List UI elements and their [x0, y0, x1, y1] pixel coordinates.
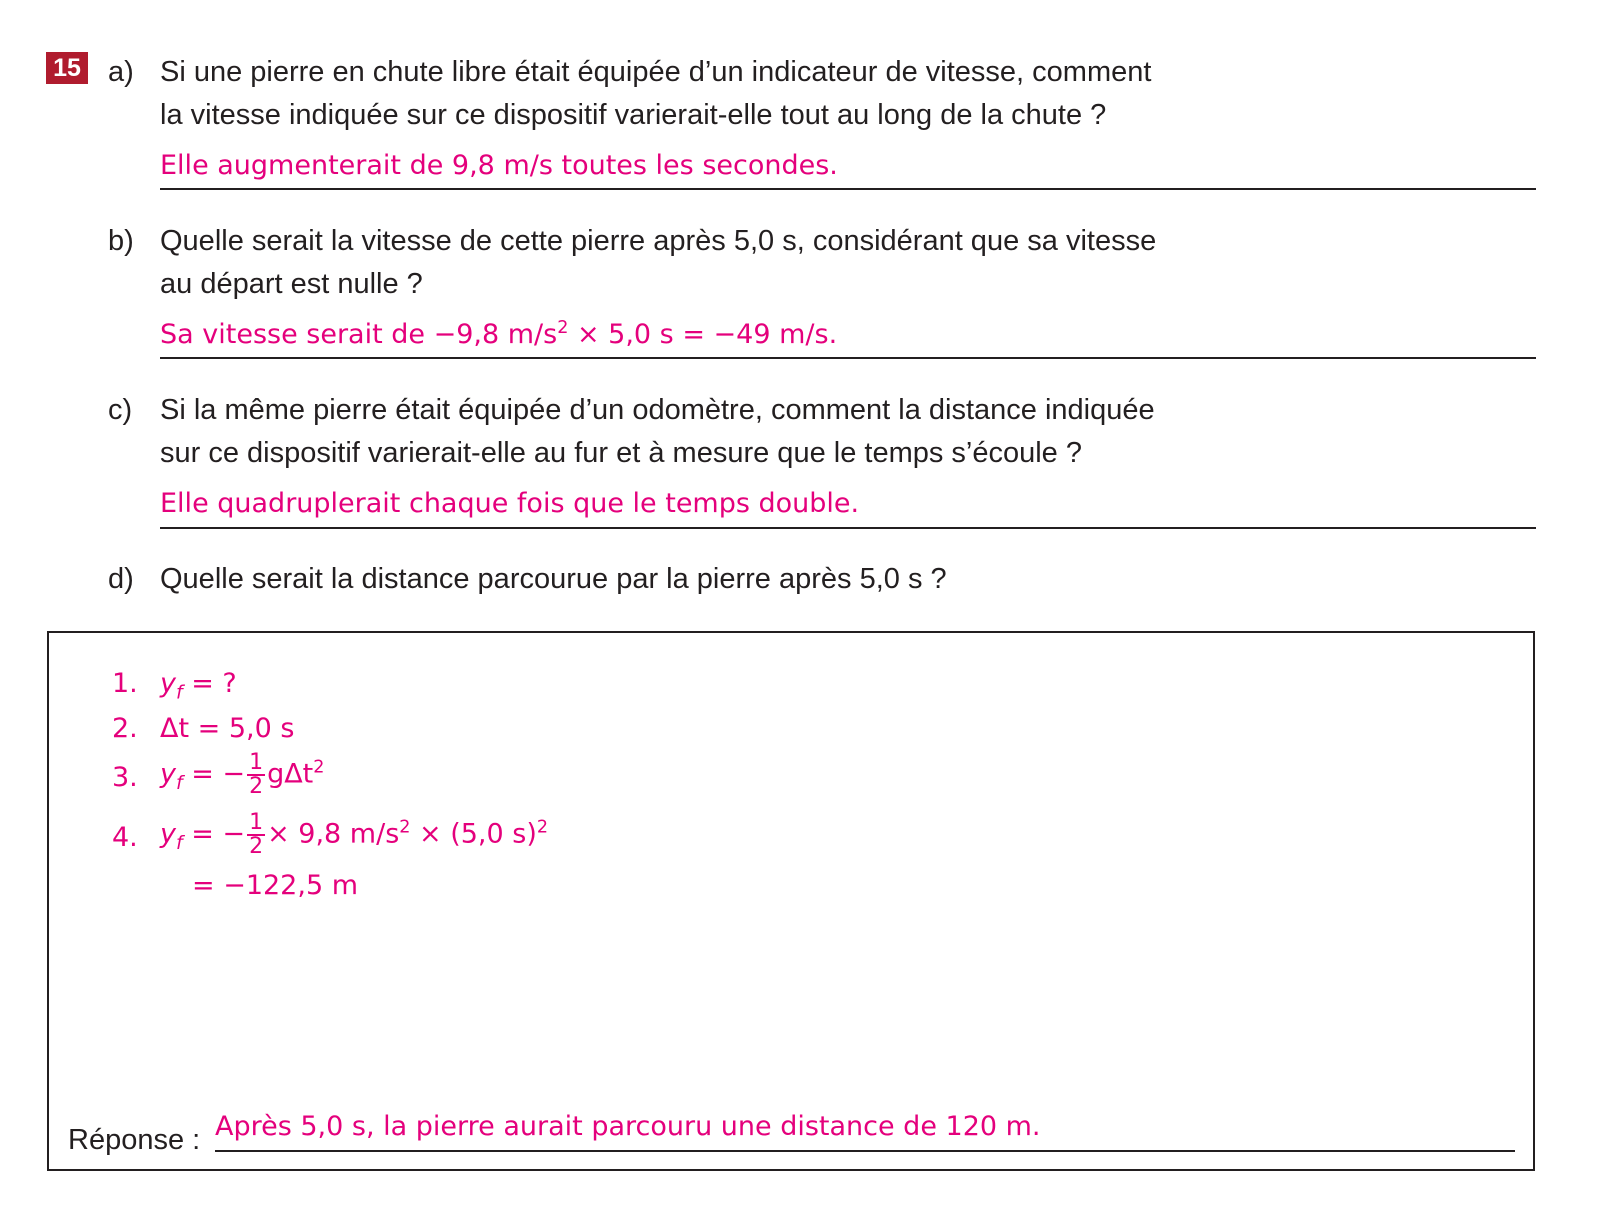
question-a-line-2: la vitesse indiquée sur ce dispositif varierait-elle tout au long de la chute ?	[160, 99, 1107, 131]
step-4-frac-den: 2	[249, 834, 264, 859]
question-b-line-1: Quelle serait la vitesse de cette pierre après 5,0 s, considérant que sa vitesse	[160, 225, 1157, 257]
step-2-number: 2.	[112, 713, 138, 744]
step-1-equation	[160, 668, 237, 703]
answer-b-sup: 2	[557, 318, 569, 338]
question-c-line-2: sur ce dispositif varierait-elle au fur et à mesure que le temps s’écoule ?	[160, 437, 1082, 469]
answer-a-line	[160, 188, 1536, 190]
step-4-eq: = −	[182, 818, 246, 850]
question-d-line-1: Quelle serait la distance parcourue par la pierre après 5,0 s ?	[160, 563, 947, 595]
response-answer: Après 5,0 s, la pierre aurait parcouru une distance de 120 m.	[215, 1111, 1041, 1142]
question-a-letter: a)	[108, 56, 134, 88]
step-3-rest: gΔt	[267, 758, 314, 790]
response-label: Réponse :	[68, 1124, 201, 1156]
step-3-number: 3.	[112, 762, 138, 793]
answer-b-post: × 5,0 s = −49 m/s.	[568, 319, 838, 350]
step-3-frac-num: 1	[249, 750, 264, 775]
question-c-line-1: Si la même pierre était équipée d’un odomètre, comment la distance indiquée	[160, 394, 1155, 426]
step-4-y: y	[160, 818, 176, 850]
question-d-letter: d)	[108, 563, 134, 595]
question-c-letter: c)	[108, 394, 133, 426]
step-4-frac-num: 1	[249, 810, 264, 835]
answer-b-pre: Sa vitesse serait de −9,8 m/s	[160, 319, 558, 350]
question-b-letter: b)	[108, 225, 134, 257]
answer-c: Elle quadruplerait chaque fois que le temps double.	[160, 488, 860, 519]
step-4-sup-b: 2	[536, 817, 549, 838]
step-2-equation: Δt = 5,0 s	[160, 713, 295, 744]
step-3-frac-den: 2	[249, 774, 264, 799]
step-3-sup: 2	[313, 757, 325, 778]
step-1-rest: = ?	[182, 668, 237, 699]
question-a-line-1: Si une pierre en chute libre était équipée d’un indicateur de vitesse, comment	[160, 56, 1152, 88]
step-4-number: 4.	[112, 822, 138, 853]
step-4-fraction	[247, 812, 265, 858]
step-1-sub: f	[175, 681, 183, 704]
step-3-equation	[160, 752, 324, 798]
step-1-y: y	[160, 668, 176, 699]
step-4-result: = −122,5 m	[192, 870, 359, 901]
answer-b-line	[160, 357, 1536, 359]
answer-b	[160, 318, 837, 350]
step-3-y: y	[160, 758, 176, 790]
question-b-line-2: au départ est nulle ?	[160, 268, 423, 300]
solution-box	[47, 631, 1535, 1171]
answer-a: Elle augmenterait de 9,8 m/s toutes les secondes.	[160, 150, 838, 181]
step-4-sub: f	[175, 831, 183, 854]
answer-c-line	[160, 527, 1536, 529]
step-4-equation	[160, 812, 548, 858]
step-4-sup-a: 2	[399, 817, 411, 838]
step-4-rest-a: × 9,8 m/s	[267, 818, 400, 850]
step-3-eq: = −	[182, 758, 246, 790]
step-3-sub: f	[175, 771, 183, 794]
step-3-fraction	[247, 752, 265, 798]
response-line	[215, 1150, 1515, 1152]
exercise-number-badge: 15	[46, 52, 88, 84]
step-4-rest-b: × (5,0 s)	[410, 818, 537, 850]
step-1-number: 1.	[112, 668, 138, 699]
